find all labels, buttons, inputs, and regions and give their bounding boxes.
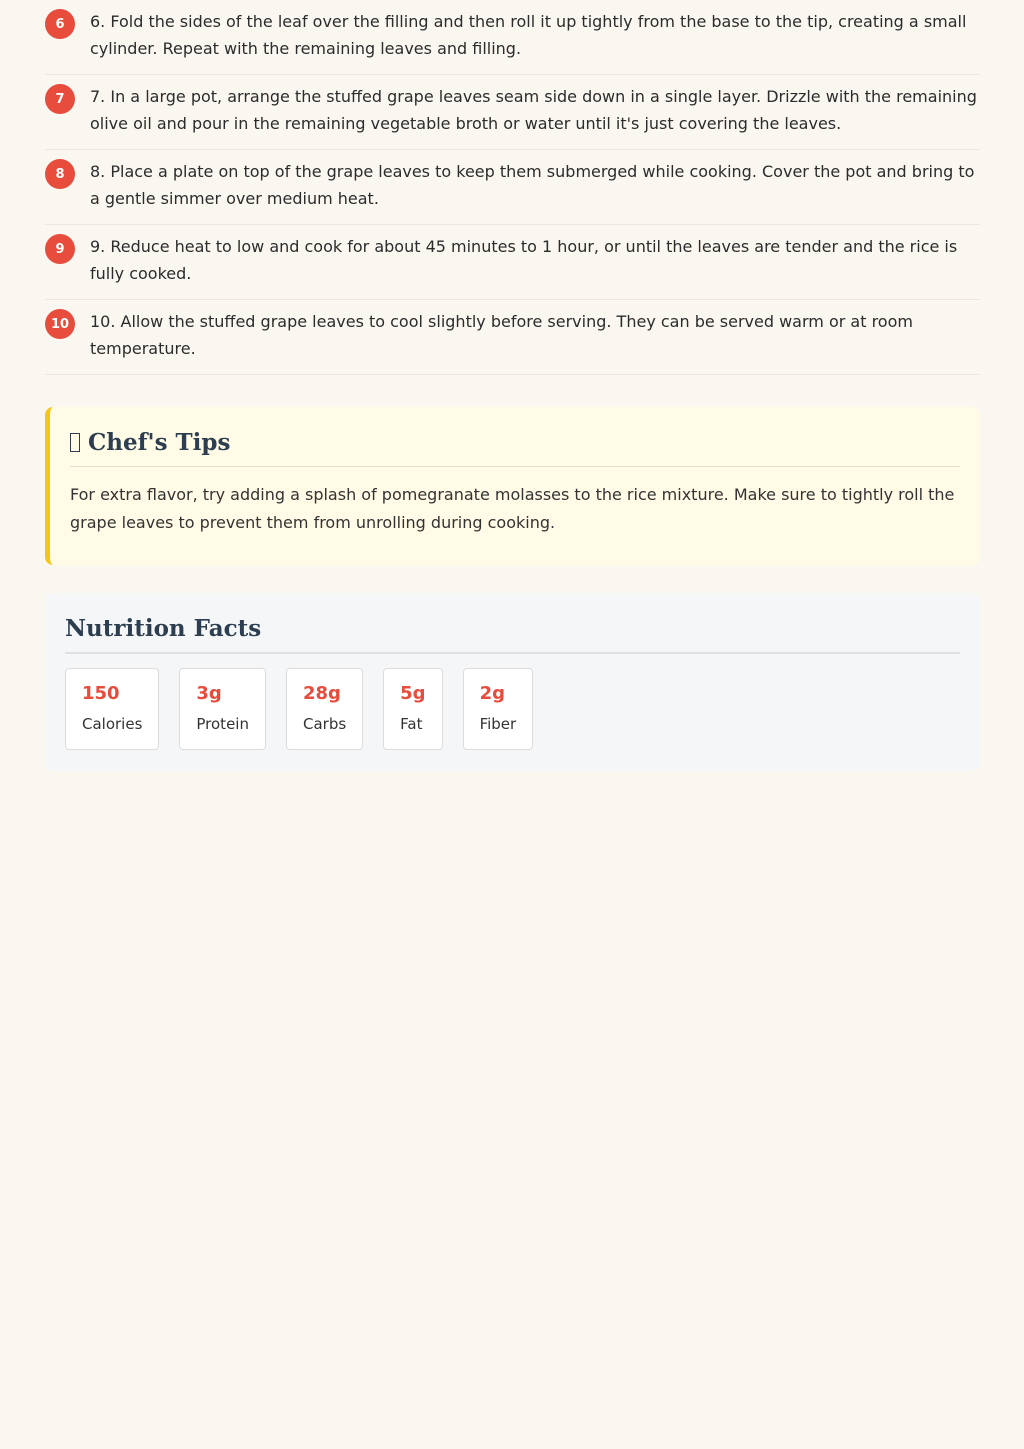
- missing-glyph-icon: [70, 433, 80, 452]
- instruction-step: [45, 225, 980, 300]
- instruction-step: [45, 300, 980, 375]
- nutrition-value: 5g: [400, 683, 426, 704]
- recipe-page: [45, 0, 980, 771]
- nutrition-label: Fat: [400, 715, 423, 733]
- nutrition-fact-fiber: [463, 668, 534, 750]
- step-number-badge: 10: [45, 309, 75, 339]
- nutrition-facts-title: Nutrition Facts: [65, 615, 960, 654]
- chef-tips-box: [45, 407, 980, 565]
- step-number-badge: 7: [45, 84, 75, 114]
- nutrition-label: Fiber: [479, 715, 517, 733]
- instruction-step: [45, 75, 980, 150]
- chef-tips-text: For extra flavor, try adding a splash of pomegranate molasses to the rice mixture. Make sure to tightly roll the grape leaves to prevent them from unrolling during cooking.: [70, 485, 955, 532]
- step-text: 8. Place a plate on top of the grape leaves to keep them submerged while cooking. Cover the pot and bring to a gentle simmer over medium heat.: [90, 162, 975, 208]
- nutrition-value: 150: [82, 683, 120, 704]
- step-text: 6. Fold the sides of the leaf over the filling and then roll it up tightly from the base to the tip, creating a small cylinder. Repeat with the remaining leaves and filling.: [90, 12, 967, 58]
- nutrition-fact-calories: [65, 668, 159, 750]
- step-number-badge: 6: [45, 9, 75, 39]
- nutrition-label: Carbs: [302, 715, 347, 733]
- nutrition-facts-box: [45, 593, 980, 771]
- nutrition-value: 2g: [479, 683, 505, 704]
- instructions-list: [45, 0, 980, 375]
- nutrition-label: Calories: [82, 715, 143, 733]
- nutrition-value: 28g: [302, 683, 341, 704]
- instruction-step: [45, 150, 980, 225]
- nutrition-facts-list: [65, 668, 960, 750]
- step-number-badge: 8: [45, 159, 75, 189]
- nutrition-fact-protein: [179, 668, 266, 750]
- step-number-badge: 9: [45, 234, 75, 264]
- step-text: 9. Reduce heat to low and cook for about 45 minutes to 1 hour, or until the leaves are tender and the rice is fully cooked.: [90, 237, 958, 283]
- nutrition-value: 3g: [196, 683, 222, 704]
- chef-tips-title: Chef's Tips: [88, 429, 231, 456]
- step-text: 10. Allow the stuffed grape leaves to cool slightly before serving. They can be served warm or at room temperature.: [90, 312, 913, 358]
- nutrition-fact-carbs: [286, 668, 363, 750]
- nutrition-fact-fat: [383, 668, 442, 750]
- nutrition-label: Protein: [196, 715, 249, 733]
- instruction-step: [45, 0, 980, 75]
- step-text: 7. In a large pot, arrange the stuffed grape leaves seam side down in a single layer. Drizzle with the remaining olive oil and pour in the remaining vegetable broth or water until it's just covering the leaves.: [90, 87, 977, 133]
- chef-tips-heading: [70, 429, 960, 467]
